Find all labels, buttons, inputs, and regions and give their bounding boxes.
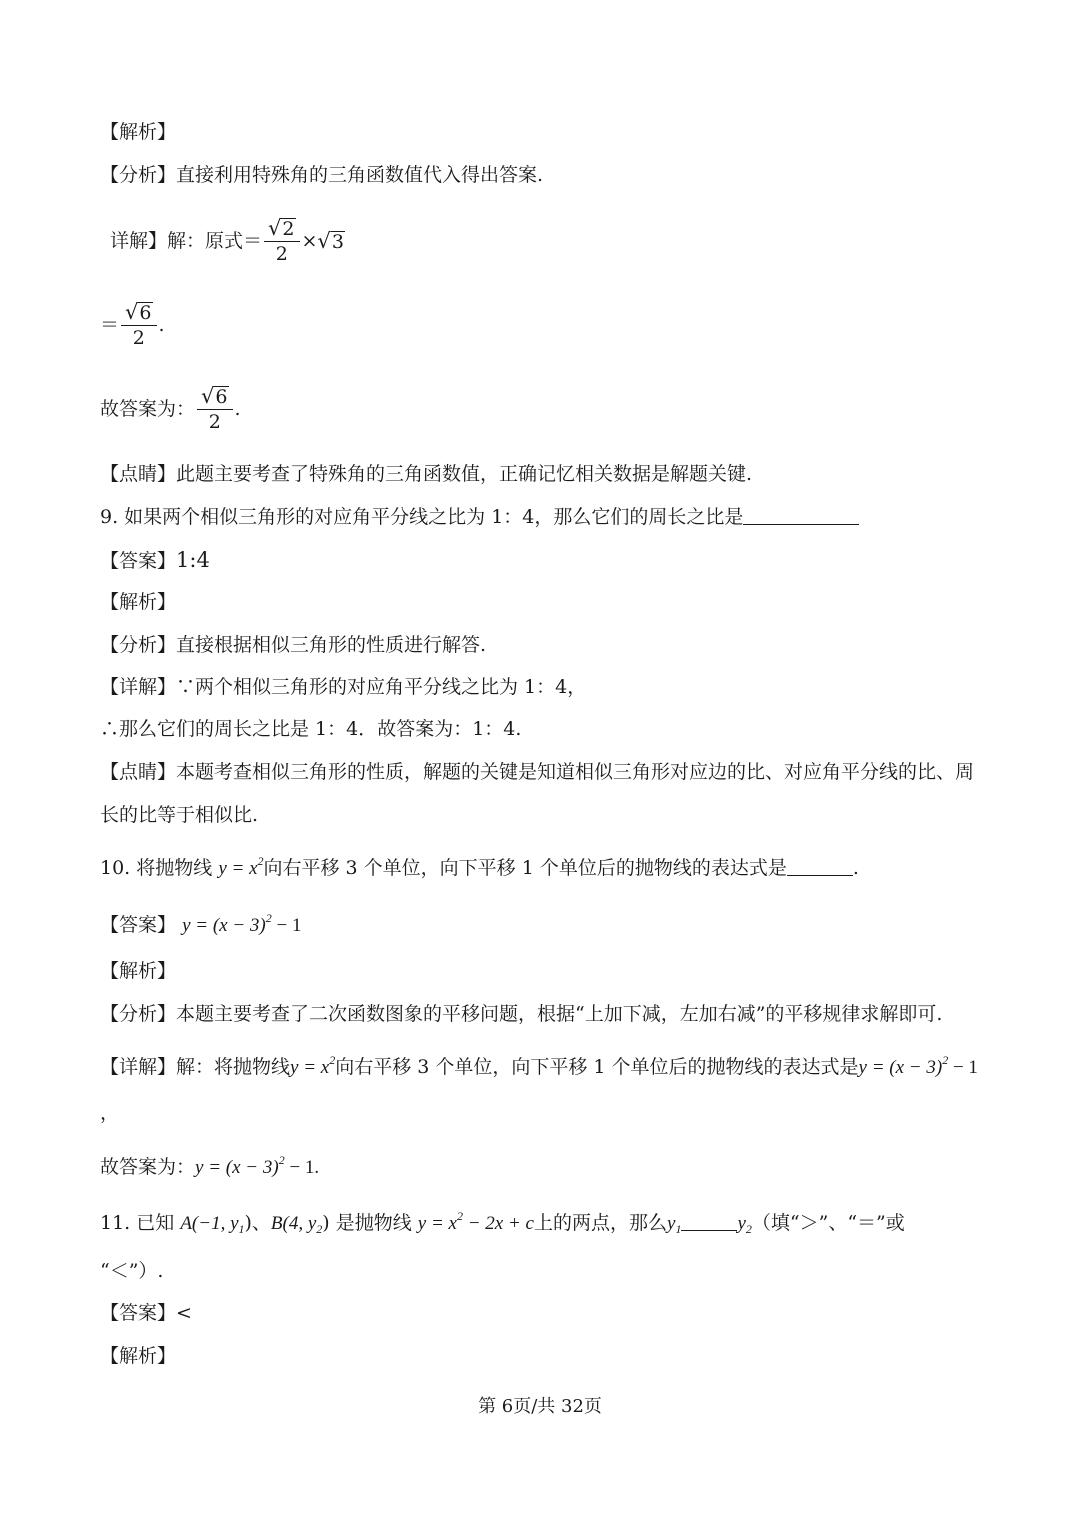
detail-text: 【详解】∵两个相似三角形的对应角平分线之比为 1：4， <box>100 676 587 698</box>
answer-9 <box>100 550 210 571</box>
exponent: 2 <box>265 911 272 925</box>
answer-blank <box>743 524 859 525</box>
comment-text: 【点睛】此题主要考查了特殊角的三角函数值，正确记忆相关数据是解题关键. <box>100 463 753 485</box>
section-heading-analysis: 【解析】 <box>100 960 177 982</box>
answer-tag: 【答案】 <box>100 550 177 572</box>
radicand: 2 <box>282 218 295 240</box>
answer-10 <box>100 912 301 935</box>
analysis-text: 【分析】直接利用特殊角的三角函数值代入得出答案. <box>100 164 544 186</box>
exponent: 2 <box>456 1209 463 1223</box>
math-text: y = (x − 3) <box>858 1057 943 1078</box>
math-text: − 1 <box>271 915 302 936</box>
math-text: − 2x + c <box>462 1213 534 1234</box>
fraction: √ 2 2 <box>264 218 299 264</box>
period: . <box>234 397 241 420</box>
answer-line <box>100 1154 319 1177</box>
times-sign: × <box>301 229 318 252</box>
fraction: √ 6 2 <box>121 302 156 348</box>
question-9-text: 9. 如果两个相似三角形的对应角平分线之比为 1：4，那么它们的周长之比是 <box>100 506 744 528</box>
comma-line: ， <box>100 1102 120 1124</box>
comment-text: 长的比等于相似比. <box>100 804 259 826</box>
section-heading-analysis: 【解析】 <box>100 591 177 613</box>
parabola-equation <box>417 1209 534 1234</box>
math-text: y = (x − 3) <box>195 1157 279 1178</box>
math-expression <box>182 911 302 936</box>
math-expression <box>290 1053 336 1078</box>
text-part: ) 是抛物线 <box>322 1212 412 1234</box>
math-text: y <box>737 1213 746 1234</box>
question-11 <box>100 1210 905 1235</box>
point-a <box>180 1213 244 1234</box>
answer-blank <box>681 1230 737 1231</box>
math-expression <box>667 1213 681 1234</box>
result-line <box>100 302 165 348</box>
question-10-number: 10. 将抛物线 <box>100 857 213 879</box>
detail-label: 详解】解：原式＝ <box>110 229 263 252</box>
subscript: 2 <box>316 1222 323 1236</box>
fraction: √ 6 2 <box>197 386 232 432</box>
question-10-text: 向右平移 3 个单位，向下平移 1 个单位后的抛物线的表达式是 <box>263 857 787 879</box>
radicand: 6 <box>139 302 152 324</box>
subscript: 2 <box>745 1222 752 1236</box>
analysis-text: 【分析】直接根据相似三角形的性质进行解答. <box>100 634 487 656</box>
answer-line <box>100 386 241 432</box>
radicand: 3 <box>331 230 344 253</box>
answer-11 <box>100 1304 192 1323</box>
math-text: − 1 <box>948 1057 978 1078</box>
answer-label: 故答案为： <box>100 1156 196 1178</box>
exponent: 2 <box>942 1053 949 1067</box>
answer-label: 故答案为： <box>100 397 196 420</box>
answer-value: < <box>176 1302 192 1324</box>
question-10 <box>100 855 859 878</box>
exponent: 2 <box>278 1153 285 1167</box>
math-expression <box>858 1053 978 1078</box>
detail-text <box>100 1054 978 1077</box>
detail-formula-line: 详解】解：原式＝ √ 2 2 × √ 3 <box>110 216 344 265</box>
math-text: A(−1, y <box>180 1213 239 1234</box>
subscript: 1 <box>675 1222 682 1236</box>
math-text: B(4, y <box>270 1213 317 1234</box>
period: . <box>158 313 165 336</box>
text-part: 上的两点，那么 <box>534 1212 668 1234</box>
analysis-text: 【分析】本题主要考查了二次函数图象的平移问题，根据“上加下减，左加右减”的平移规律求解即可. <box>100 1003 943 1025</box>
section-heading-analysis: 【解析】 <box>100 1345 177 1367</box>
answer-tag: 【答案】 <box>100 1302 177 1324</box>
detail-text-part: 【详解】解：将抛物线 <box>100 1056 291 1078</box>
math-expression <box>195 1153 320 1178</box>
answer-blank <box>787 875 853 876</box>
text-part: （填“＞”、“＝”或 <box>751 1212 905 1234</box>
point-b <box>271 1213 322 1234</box>
comment-text: 【点睛】本题考查相似三角形的性质，解题的关键是知道相似三角形对应边的比、对应角平分线的比、周 <box>100 761 975 783</box>
section-heading-analysis: 【解析】 <box>100 121 177 143</box>
detail-text: ∴那么它们的周长之比是 1：4．故答案为：1：4. <box>100 718 522 740</box>
math-text: y = x <box>290 1057 330 1078</box>
math-expression <box>737 1213 751 1234</box>
page-footer: 第 6页/共 32页 <box>478 1396 602 1417</box>
detail-text-part: 向右平移 3 个单位，向下平移 1 个单位后的抛物线的表达式是 <box>335 1056 859 1078</box>
answer-value: 1:4 <box>176 548 210 572</box>
period: . <box>852 857 859 879</box>
question-9 <box>100 508 859 527</box>
subscript: 1 <box>238 1222 245 1236</box>
equals-sign: ＝ <box>100 313 120 336</box>
denominator: 2 <box>275 243 288 265</box>
denominator: 2 <box>208 411 221 433</box>
text-part: )、 <box>244 1212 271 1234</box>
radicand: 6 <box>215 386 228 408</box>
math-text: y = (x − 3) <box>182 915 266 936</box>
math-text: y = x <box>218 858 258 879</box>
math-text: y = x <box>417 1213 457 1234</box>
math-text: y <box>667 1213 676 1234</box>
math-text: − 1. <box>284 1157 320 1178</box>
denominator: 2 <box>132 327 145 349</box>
question-11-cont: “＜”）. <box>100 1260 164 1282</box>
exponent: 2 <box>329 1053 336 1067</box>
exponent: 2 <box>257 854 264 868</box>
question-11-number: 11. 已知 <box>100 1212 175 1234</box>
answer-tag: 【答案】 <box>100 914 177 936</box>
math-expression <box>218 854 264 879</box>
